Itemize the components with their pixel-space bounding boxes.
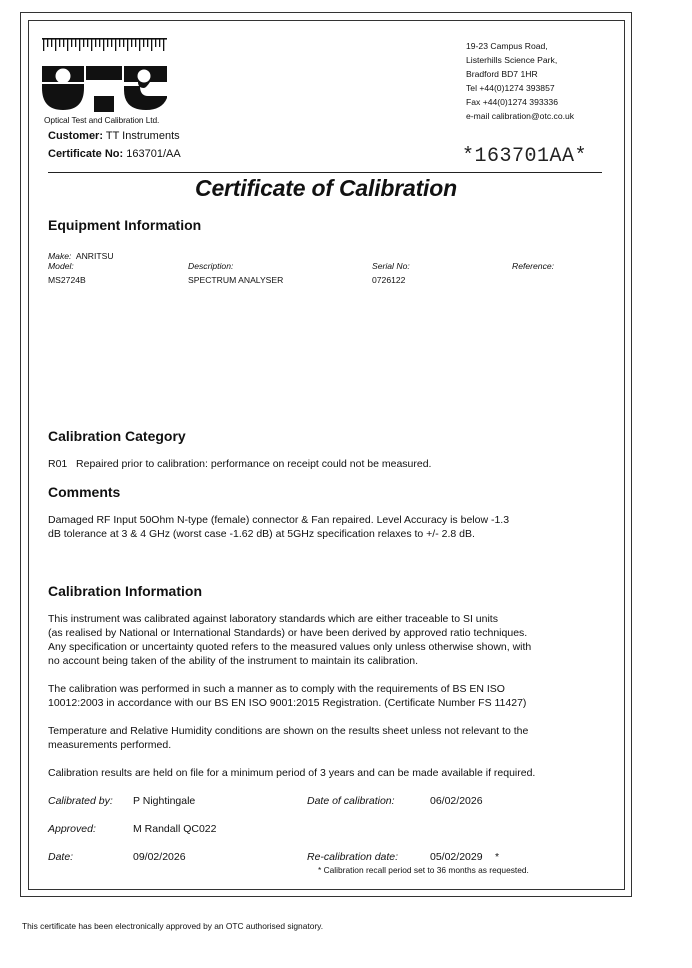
paragraph-line: measurements performed. (48, 739, 172, 751)
date-value: 09/02/2026 (133, 851, 186, 863)
certificate-number-value: 163701/AA (126, 148, 181, 160)
approved-value: M Randall QC022 (133, 823, 217, 835)
recalibration-date-value: 05/02/2029 (430, 851, 483, 863)
date-of-calibration-label: Date of calibration: (307, 795, 395, 807)
calibration-category-heading: Calibration Category (48, 428, 186, 444)
customer-value: TT Instruments (105, 130, 180, 142)
calibration-category-line (48, 457, 608, 471)
recalibration-date-label: Re-calibration date: (307, 851, 399, 863)
customer-label: Customer: (48, 130, 104, 142)
address-line: Bradford BD7 1HR (466, 69, 538, 80)
model-value: MS2724B (48, 275, 86, 285)
paragraph-line: 10012:2003 in accordance with our BS EN ISO 9001:2015 Registration. (Certificate Number FS 11427) (48, 697, 527, 709)
calibration-information-heading: Calibration Information (48, 583, 202, 599)
paragraph-line: (as realised by National or International Standards) or have been derived by approved ratio techniques. (48, 627, 528, 639)
header-divider (48, 172, 602, 173)
company-address (466, 39, 574, 124)
barcode-text: *163701AA* (462, 145, 588, 168)
certificate-number-label: Certificate No: (48, 148, 124, 160)
address-line: Listerhills Science Park, (466, 55, 558, 66)
paragraph-line: Calibration results are held on file for a minimum period of 3 years and can be made available if required. (48, 767, 536, 779)
model-label: Model: (48, 261, 74, 271)
address-line: 19-23 Campus Road, (466, 41, 548, 51)
reference-label: Reference: (512, 261, 555, 271)
calibration-info-paragraph (48, 612, 608, 668)
calibrated-by-value: P Nightingale (133, 795, 196, 807)
paragraph-line: Temperature and Relative Humidity conditions are shown on the results sheet unless not relevant to the (48, 725, 529, 737)
description-label: Description: (188, 261, 234, 271)
retention-paragraph (48, 766, 608, 780)
address-phone: Tel +44(0)1274 393857 (466, 83, 555, 94)
calibrated-by-label: Calibrated by: (48, 795, 113, 807)
serial-value: 0726122 (372, 275, 406, 285)
otc-logo-icon (42, 38, 167, 114)
approved-label: Approved: (48, 823, 96, 835)
comment-line: Damaged RF Input 50Ohm N-type (female) connector & Fan repaired. Level Accuracy is below -1.3 (48, 514, 510, 526)
category-code: R01 (48, 458, 68, 470)
calibration-standard-paragraph (48, 682, 608, 710)
equipment-heading: Equipment Information (48, 217, 202, 233)
conditions-paragraph (48, 724, 608, 752)
comments-heading: Comments (48, 484, 121, 500)
make-value: ANRITSU (75, 251, 114, 261)
footer-note: This certificate has been electronically approved by an OTC authorised signatory. (22, 921, 324, 931)
description-value: SPECTRUM ANALYSER (188, 275, 284, 285)
address-fax: Fax +44(0)1274 393336 (466, 97, 558, 108)
paragraph-line: Any specification or uncertainty quoted refers to the measured values only unless otherwise shown, with (48, 641, 532, 653)
recalibration-marker: * (495, 851, 500, 863)
comments-text (48, 513, 608, 541)
paragraph-line: The calibration was performed in such a manner as to comply with the requirements of BS EN ISO (48, 683, 505, 695)
comment-line: dB tolerance at 3 & 4 GHz (worst case -1.62 dB) at 5GHz specification relaxes to +/- 2.8 dB. (48, 528, 475, 540)
certificate-number-line (48, 148, 181, 160)
category-text: Repaired prior to calibration: performance on receipt could not be measured. (76, 458, 432, 470)
recalibration-note: * Calibration recall period set to 36 months as requested. (318, 865, 529, 875)
make-label: Make: (48, 251, 72, 261)
address-email: e-mail calibration@otc.co.uk (466, 111, 575, 122)
date-label: Date: (48, 851, 74, 863)
date-of-calibration-value: 06/02/2026 (430, 795, 483, 807)
serial-label: Serial No: (372, 261, 410, 271)
page-title: Certificate of Calibration (195, 175, 457, 201)
customer-line (48, 130, 180, 142)
paragraph-line: no account being taken of the ability of the instrument to maintain its calibration. (48, 655, 419, 667)
company-name: Optical Test and Calibration Ltd. (44, 115, 160, 125)
paragraph-line: This instrument was calibrated against laboratory standards which are either traceable to SI units (48, 613, 498, 625)
